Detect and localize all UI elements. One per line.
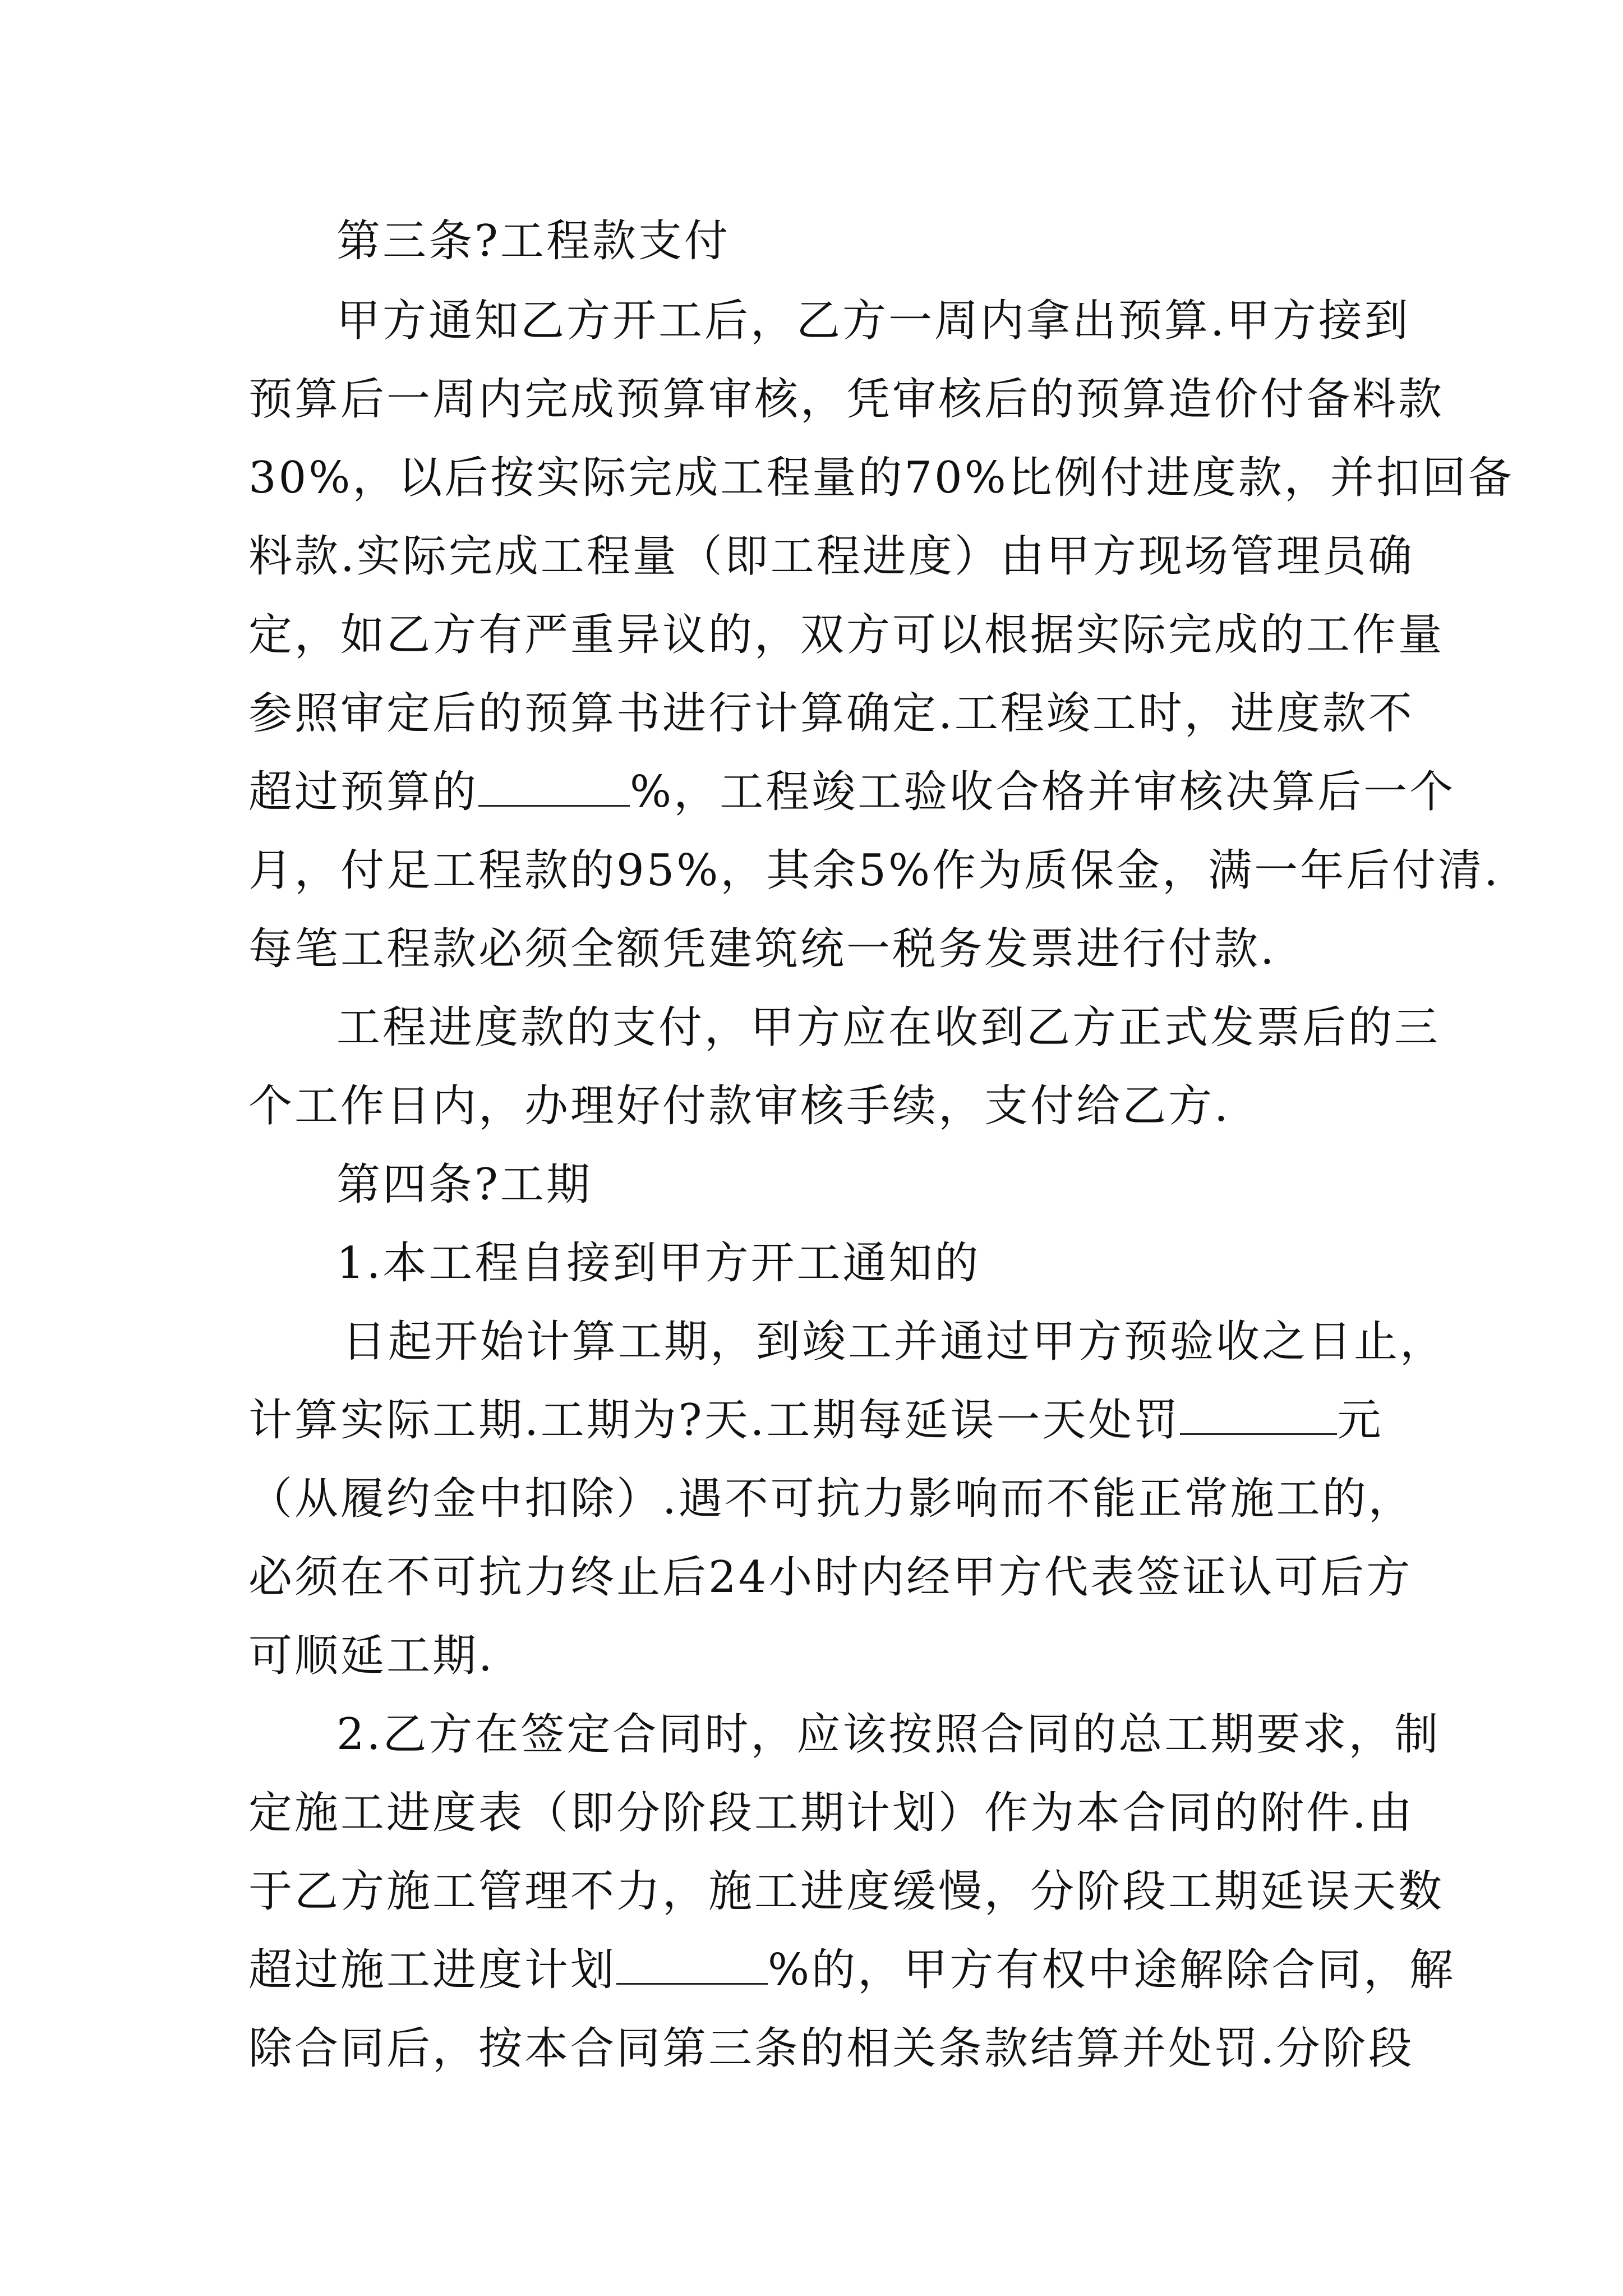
paragraph-line-with-blank xyxy=(248,1392,1383,1448)
article-3-heading: 第三条?工程款支付 xyxy=(336,216,730,266)
paragraph-line: 工程进度款的支付，甲方应在收到乙方正式发票后的三 xyxy=(336,1002,1441,1053)
paragraph-line: 必须在不可抗力终止后24小时内经甲方代表签证认可后方 xyxy=(248,1552,1413,1603)
paragraph-line: 30%，以后按实际完成工程量的70%比例付进度款，并扣回备 xyxy=(248,453,1514,503)
paragraph-line: 定施工进度表（即分阶段工期计划）作为本合同的附件.由 xyxy=(248,1788,1414,1838)
paragraph-line: 除合同后，按本合同第三条的相关条款结算并处罚.分阶段 xyxy=(248,2023,1414,2074)
paragraph-line: 甲方通知乙方开工后，乙方一周内拿出预算.甲方接到 xyxy=(336,296,1410,346)
paragraph-line: （从履约金中扣除）.遇不可抗力影响而不能正常施工的， xyxy=(248,1474,1414,1524)
paragraph-line: 预算后一周内完成预算审核，凭审核后的预算造价付备料款 xyxy=(248,374,1445,425)
paragraph-line: 日起开始计算工期，到竣工并通过甲方预验收之日止， xyxy=(342,1317,1446,1367)
paragraph-line: 个工作日内，办理好付款审核手续，支付给乙方. xyxy=(248,1081,1230,1131)
fill-in-blank xyxy=(478,766,630,807)
paragraph-line: 月，付足工程款的95%，其余5%作为质保金，满一年后付清. xyxy=(248,845,1500,896)
paragraph-line: 2.乙方在签定合同时，应该按照合同的总工期要求，制 xyxy=(336,1709,1441,1760)
line-text: 超过预算的 xyxy=(248,767,479,817)
paragraph-line: 于乙方施工管理不力，施工进度缓慢，分阶段工期延误天数 xyxy=(248,1866,1445,1917)
line-text: 元 xyxy=(1337,1395,1384,1446)
paragraph-line-with-blank xyxy=(248,764,1455,820)
paragraph-line: 料款.实际完成工程量（即工程进度）由甲方现场管理员确 xyxy=(248,531,1414,582)
paragraph-line: 参照审定后的预算书进行计算确定.工程竣工时，进度款不 xyxy=(248,688,1414,739)
paragraph-line-with-blank xyxy=(248,1942,1455,1998)
paragraph-line: 每笔工程款必须全额凭建筑统一税务发票进行付款. xyxy=(248,924,1276,974)
paragraph-line: 1.本工程自接到甲方开工通知的 xyxy=(336,1238,981,1289)
fill-in-blank xyxy=(616,1944,768,1985)
line-text: %，工程竣工验收合格并审核决算后一个 xyxy=(630,767,1456,817)
line-text: 计算实际工期.工期为?天.工期每延误一天处罚 xyxy=(248,1395,1181,1446)
article-4-heading: 第四条?工期 xyxy=(336,1159,592,1210)
paragraph-line: 可顺延工期. xyxy=(248,1631,495,1681)
line-text: %的，甲方有权中途解除合同，解 xyxy=(768,1945,1456,1995)
fill-in-blank xyxy=(1180,1394,1337,1435)
line-text: 超过施工进度计划 xyxy=(248,1945,617,1995)
paragraph-line: 定，如乙方有严重异议的，双方可以根据实际完成的工作量 xyxy=(248,610,1445,660)
